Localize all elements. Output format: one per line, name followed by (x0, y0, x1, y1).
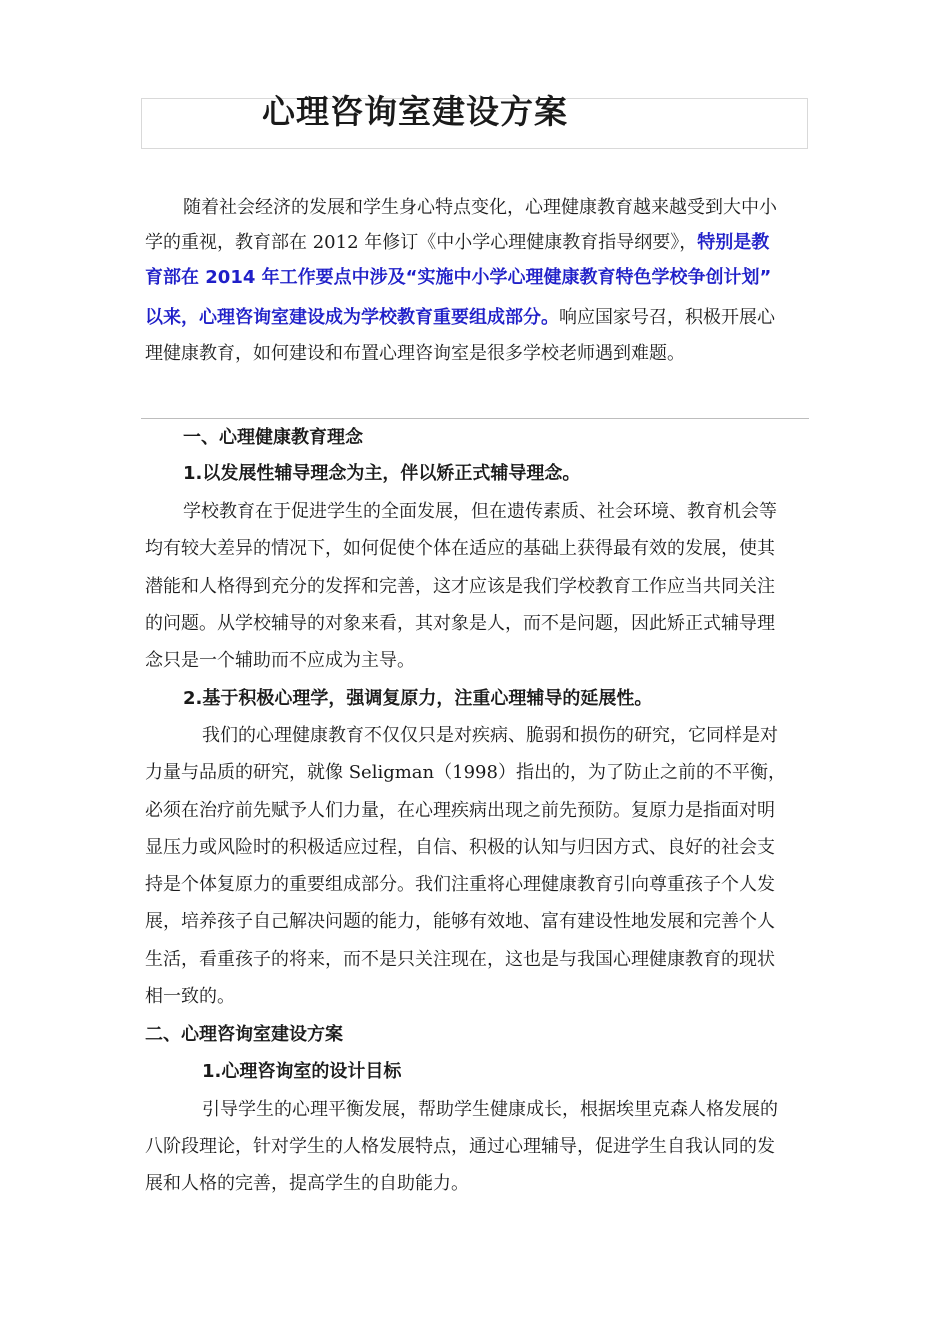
document-title: 心理咨询室建设方案 (262, 92, 568, 131)
body-line: 引导学生的心理平衡发展，帮助学生健康成长，根据埃里克森人格发展的 (202, 1099, 778, 1120)
intro-line: 理健康教育，如何建设和布置心理咨询室是很多学校老师遇到难题。 (145, 343, 685, 364)
intro-text: 响应国家号召，积极开展心 (559, 307, 775, 328)
highlight-text: 特别是教 (697, 232, 770, 253)
body-line: 持是个体复原力的重要组成部分。我们注重将心理健康教育引向尊重孩子个人发 (145, 874, 775, 895)
body-line: 生活，看重孩子的将来，而不是只关注现在，这也是与我国心理健康教育的现状 (145, 949, 775, 970)
body-line: 均有较大差异的情况下，如何促使个体在适应的基础上获得最有效的发展，使其 (145, 538, 775, 559)
section-divider (141, 418, 809, 419)
body-line: 显压力或风险时的积极适应过程，自信、积极的认知与归因方式、良好的社会支 (145, 837, 775, 858)
body-line: 必须在治疗前先赋予人们力量，在心理疾病出现之前先预防。复原力是指面对明 (145, 800, 775, 821)
subsection-heading: 1.以发展性辅导理念为主，伴以矫正式辅导理念。 (183, 463, 581, 484)
intro-line (145, 305, 775, 331)
body-line: 展和人格的完善，提高学生的自助能力。 (145, 1173, 469, 1194)
body-line: 潜能和人格得到充分的发挥和完善，这才应该是我们学校教育工作应当共同关注 (145, 576, 775, 597)
intro-text: 学的重视，教育部在 2012 年修订《中小学心理健康教育指导纲要》， (145, 232, 698, 253)
subsection-heading: 2.基于积极心理学，强调复原力，注重心理辅导的延展性。 (183, 688, 653, 709)
body-line: 我们的心理健康教育不仅仅只是对疾病、脆弱和损伤的研究，它同样是对 (202, 725, 778, 746)
body-line: 的问题。从学校辅导的对象来看，其对象是人，而不是问题，因此矫正式辅导理 (145, 613, 775, 634)
body-line: 八阶段理论，针对学生的人格发展特点，通过心理辅导，促进学生自我认同的发 (145, 1136, 775, 1157)
body-line: 学校教育在于促进学生的全面发展，但在遗传素质、社会环境、教育机会等 (183, 501, 777, 522)
subsection-heading: 1.心理咨询室的设计目标 (202, 1061, 402, 1082)
body-line: 相一致的。 (145, 986, 235, 1007)
intro-line: 随着社会经济的发展和学生身心特点变化，心理健康教育越来越受到大中小 (183, 197, 777, 218)
body-line: 念只是一个辅助而不应成为主导。 (145, 650, 415, 671)
section-heading: 二、心理咨询室建设方案 (145, 1024, 343, 1045)
intro-line (145, 230, 769, 256)
highlight-line: 育部在 2014 年工作要点中涉及“实施中小学心理健康教育特色学校争创计划” (145, 267, 772, 288)
body-line: 力量与品质的研究，就像 Seligman（1998）指出的，为了防止之前的不平衡， (145, 762, 786, 783)
body-line: 展，培养孩子自己解决问题的能力，能够有效地、富有建设性地发展和完善个人 (145, 911, 775, 932)
section-heading: 一、心理健康教育理念 (183, 427, 363, 448)
highlight-text: 以来，心理咨询室建设成为学校教育重要组成部分。 (145, 307, 559, 328)
